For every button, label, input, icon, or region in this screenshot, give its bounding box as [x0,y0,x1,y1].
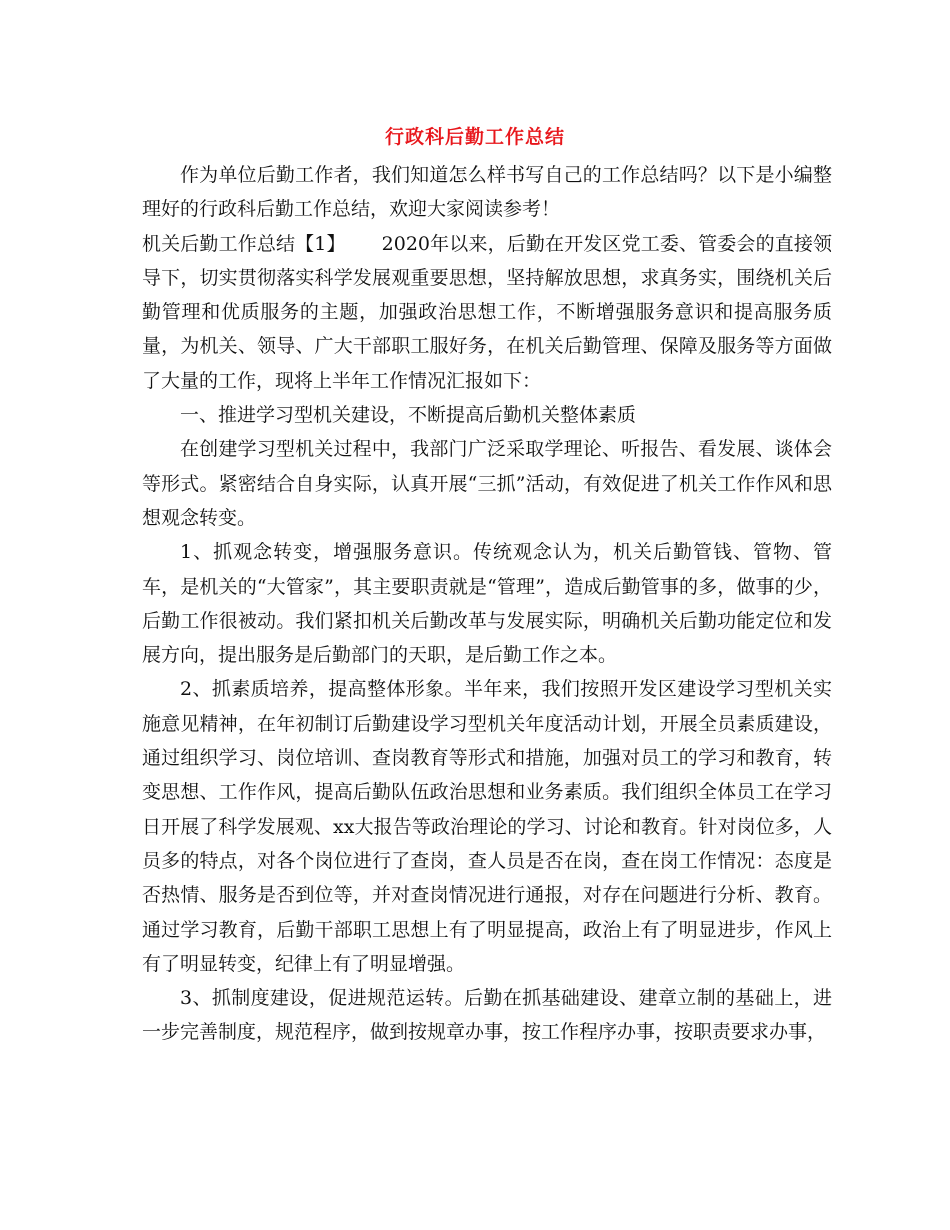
intro-paragraph: 作为单位后勤工作者，我们知道怎么样书写自己的工作总结吗？以下是小编整理好的行政科后勤工作总结，欢迎大家阅读参考！ [142,164,832,221]
section-paragraph [142,227,832,398]
section-heading: 机关后勤工作总结【1】 [142,232,346,255]
document-body [142,158,832,1050]
item-one-paragraph: 1、抓观念转变，增强服务意识。传统观念认为，机关后勤管钱、管物、管车，是机关的“大管家”，其主要职责就是“管理”，造成后勤管事的多，做事的少，后勤工作很被动。我们紧扣机关后勤改革与发展实际，明确机关后勤功能定位和发展方向，提出服务是后勤部门的天职，是后勤工作之本。 [142,541,832,667]
part-one-paragraph: 在创建学习型机关过程中，我部门广泛采取学理论、听报告、看发展、谈体会等形式。紧密结合自身实际，认真开展“三抓”活动，有效促进了机关工作作风和思想观念转变。 [142,438,832,529]
document-title: 行政科后勤工作总结 [384,126,565,148]
item-two-paragraph: 2、抓素质培养，提高整体形象。半年来，我们按照开发区建设学习型机关实施意见精神，在年初制订后勤建设学习型机关年度活动计划，开展全员素质建设，通过组织学习、岗位培训、查岗教育等形式和措施，加强对员工的学习和教育，转变思想、工作作风，提高后勤队伍政治思想和业务素质。我们组织全体员工在学习日开展了科学发展观、xx大报告等政治理论的学习、讨论和教育。针对岗位多，人员多的特点，对各个岗位进行了查岗，查人员是否在岗，查在岗工作情况：态度是否热情、服务是否到位等，并对查岗情况进行通报，对存在问题进行分析、教育。通过学习教育，后勤干部职工思想上有了明显提高，政治上有了明显进步，作风上有了明显转变，纪律上有了明显增强。 [142,678,832,975]
item-three-paragraph: 3、抓制度建设，促进规范运转。后勤在抓基础建设、建章立制的基础上，进一步完善制度，规范程序，做到按规章办事，按工作程序办事，按职责要求办事， [142,987,832,1044]
part-one-heading: 一、推进学习型机关建设，不断提高后勤机关整体素质 [180,404,637,427]
section-intro-text: 2020年以来，后勤在开发区党工委、管委会的直接领导下，切实贯彻落实科学发展观重要思想，坚持解放思想，求真务实，围绕机关后勤管理和优质服务的主题，加强政治思想工作，不断增强服务意识和提高服务质量，为机关、领导、广大干部职工服好务，在机关后勤管理、保障及服务等方面做了大量的工作，现将上半年工作情况汇报如下： [142,232,832,392]
